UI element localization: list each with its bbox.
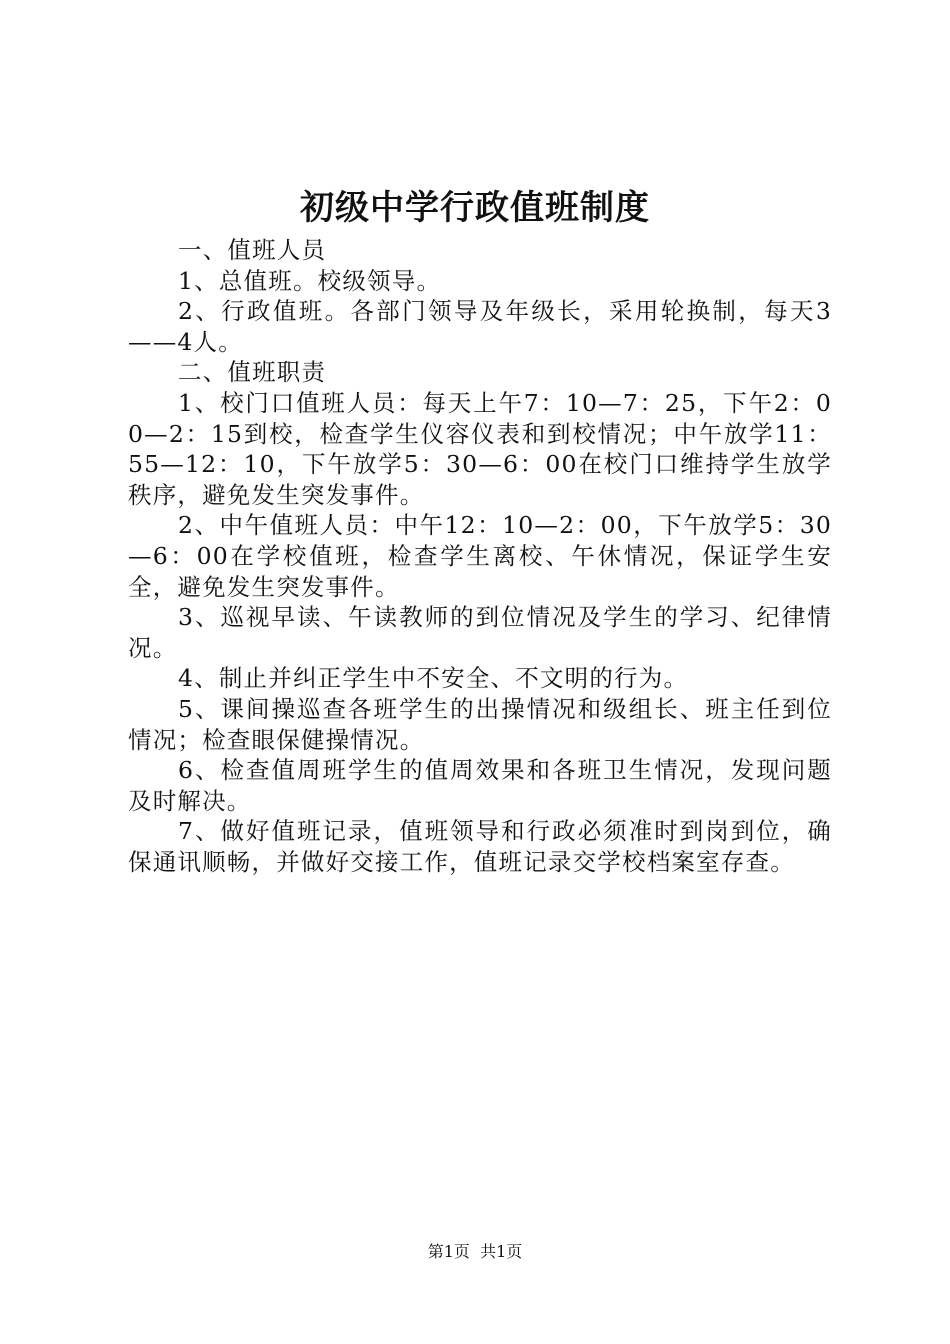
paragraph-reading-inspection: 3、巡视早读、午读教师的到位情况及学生的学习、纪律情况。 xyxy=(128,603,832,662)
document-title: 初级中学行政值班制度 xyxy=(300,188,650,228)
paragraph-weekly-duty-check: 6、检查值周班学生的值周效果和各班卫生情况，发现问题及时解决。 xyxy=(128,756,832,815)
paragraph-duty-records: 7、做好值班记录，值班领导和行政必须准时到岗到位，确保通讯顺畅，并做好交接工作，值班记录交学校档案室存查。 xyxy=(128,817,832,876)
paragraph-admin-duty: 2、行政值班。各部门领导及年级长，采用轮换制，每天3——4人。 xyxy=(128,297,832,356)
page-footer: 第1页 共1页 xyxy=(427,1242,523,1261)
document-body xyxy=(128,235,832,877)
paragraph-general-duty: 1、总值班。校级领导。 xyxy=(178,266,442,295)
paragraph-exercise-inspection: 5、课间操巡查各班学生的出操情况和级组长、班主任到位情况；检查眼保健操情况。 xyxy=(128,694,832,754)
section-heading-personnel: 一、值班人员 xyxy=(178,236,327,264)
section-heading-duties: 二、值班职责 xyxy=(178,358,327,387)
paragraph-behavior-correction: 4、制止并纠正学生中不安全、不文明的行为。 xyxy=(178,664,689,693)
paragraph-gate-duty: 1、校门口值班人员：每天上午7：10—7：25，下午2：00—2：15到校，检查学生仪容仪表和到校情况；中午放学11：55—12：10，下午放学5：30—6：00在校门口维持学生放学秩序，避免发生突发事件。 xyxy=(128,388,832,509)
paragraph-noon-duty: 2、中午值班人员：中午12：10—2：00，下午放学5：30—6：00在学校值班，检查学生离校、午休情况，保证学生安全，避免发生突发事件。 xyxy=(128,511,832,601)
